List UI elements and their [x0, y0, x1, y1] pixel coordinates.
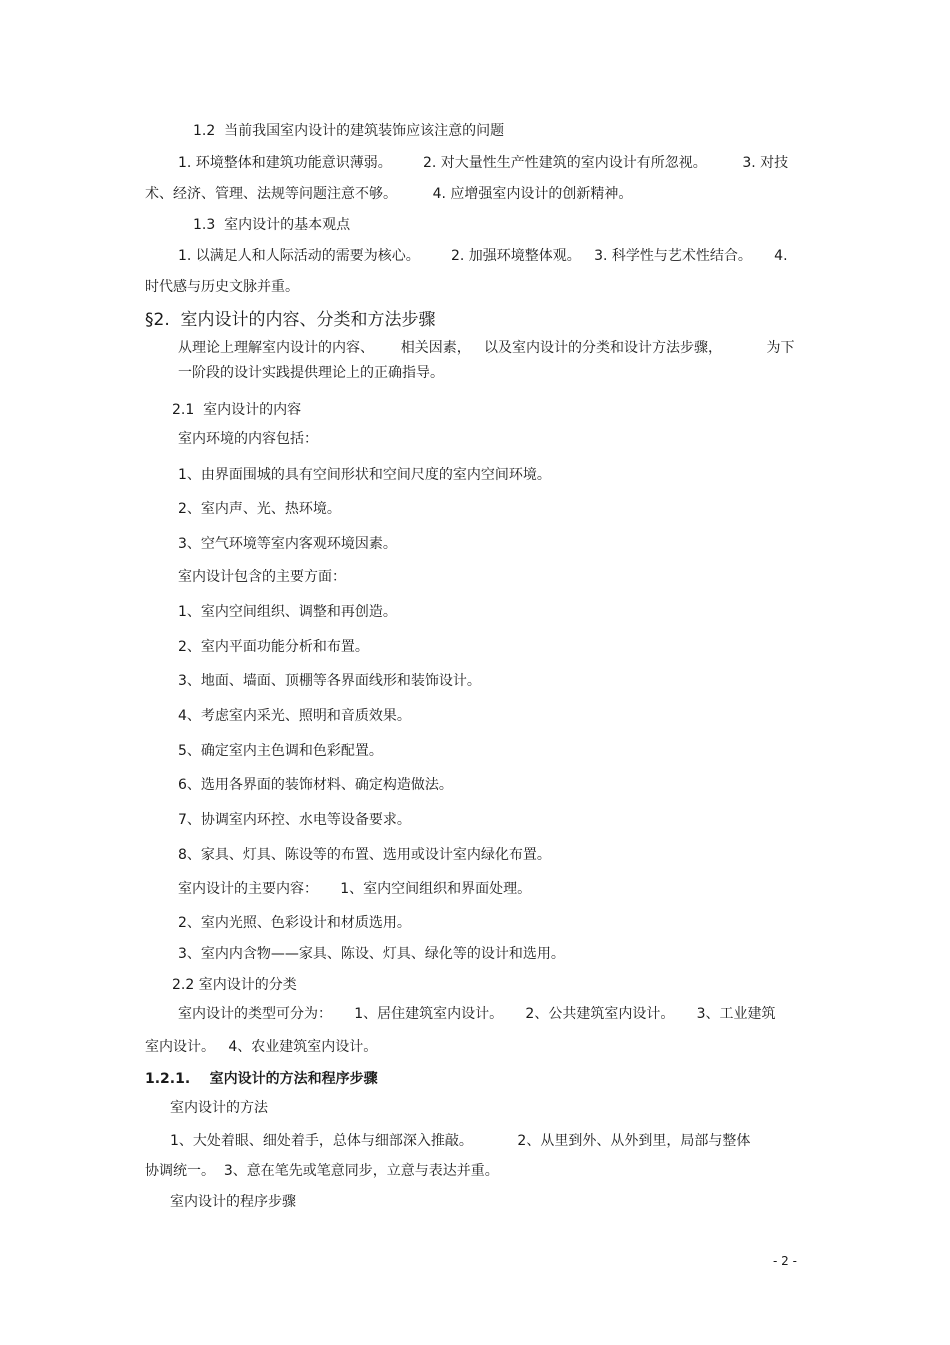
paragraph-line: 1、大处着眼、细处着手，总体与细部深入推敲。 2、从里到外、从外到里，局部与整体	[170, 1133, 751, 1149]
paragraph-line: 室内设计包含的主要方面：	[178, 569, 346, 585]
section-heading-2-1: 2.1 室内设计的内容	[172, 402, 302, 418]
paragraph-line: 室内设计的程序步骤	[170, 1194, 296, 1210]
list-item: 3、地面、墙面、顶棚等各界面线形和装饰设计。	[178, 673, 481, 689]
list-item: 8、家具、灯具、陈设等的布置、选用或设计室内绿化布置。	[178, 847, 551, 863]
paragraph-line: 一阶段的设计实践提供理论上的正确指导。	[178, 365, 444, 381]
section-heading-1-2-1: 1.2.1. 室内设计的方法和程序步骤	[145, 1071, 378, 1087]
list-item: 3、室内内含物——家具、陈设、灯具、绿化等的设计和选用。	[178, 946, 565, 962]
paragraph-line: 从理论上理解室内设计的内容、 相关因素， 以及室内设计的分类和设计方法步骤， 为下	[178, 340, 795, 356]
paragraph-line: 室内设计的主要内容： 1、室内空间组织和界面处理。	[178, 881, 532, 897]
paragraph-line: 室内设计。 4、农业建筑室内设计。	[145, 1039, 378, 1055]
paragraph-line: 时代感与历史文脉并重。	[145, 279, 299, 295]
list-item: 2、室内光照、色彩设计和材质选用。	[178, 915, 411, 931]
section-heading-2-2: 2.2 室内设计的分类	[172, 977, 297, 993]
list-item: 5、确定室内主色调和色彩配置。	[178, 743, 383, 759]
list-item: 7、协调室内环控、水电等设备要求。	[178, 812, 411, 828]
paragraph-line: 1. 环境整体和建筑功能意识薄弱。 2. 对大量性生产性建筑的室内设计有所忽视。 3. 对技	[178, 155, 789, 171]
chapter-heading-2: §2. 室内设计的内容、分类和方法步骤	[145, 310, 436, 330]
paragraph-line: 术、经济、管理、法规等问题注意不够。 4. 应增强室内设计的创新精神。	[145, 186, 633, 202]
list-item: 2、室内平面功能分析和布置。	[178, 639, 369, 655]
paragraph-line: 室内环境的内容包括：	[178, 431, 318, 447]
section-heading-1-3: 1.3 室内设计的基本观点	[193, 217, 351, 233]
list-item: 1、由界面围城的具有空间形状和空间尺度的室内空间环境。	[178, 467, 551, 483]
list-item: 1、室内空间组织、调整和再创造。	[178, 604, 397, 620]
paragraph-line: 室内设计的类型可分为： 1、居住建筑室内设计。 2、公共建筑室内设计。 3、工业建筑	[178, 1006, 776, 1022]
list-item: 3、空气环境等室内客观环境因素。	[178, 536, 397, 552]
paragraph-line: 协调统一。 3、意在笔先或笔意同步，立意与表达并重。	[145, 1163, 499, 1179]
section-heading-1-2: 1.2 当前我国室内设计的建筑装饰应该注意的问题	[193, 123, 505, 139]
paragraph-line: 室内设计的方法	[170, 1100, 268, 1116]
paragraph-line: 1. 以满足人和人际活动的需要为核心。 2. 加强环境整体观。 3. 科学性与艺术性结合。 4.	[178, 248, 788, 264]
page-number: - 2 -	[773, 1254, 797, 1268]
list-item: 4、考虑室内采光、照明和音质效果。	[178, 708, 411, 724]
list-item: 2、室内声、光、热环境。	[178, 501, 341, 517]
list-item: 6、选用各界面的装饰材料、确定构造做法。	[178, 777, 453, 793]
